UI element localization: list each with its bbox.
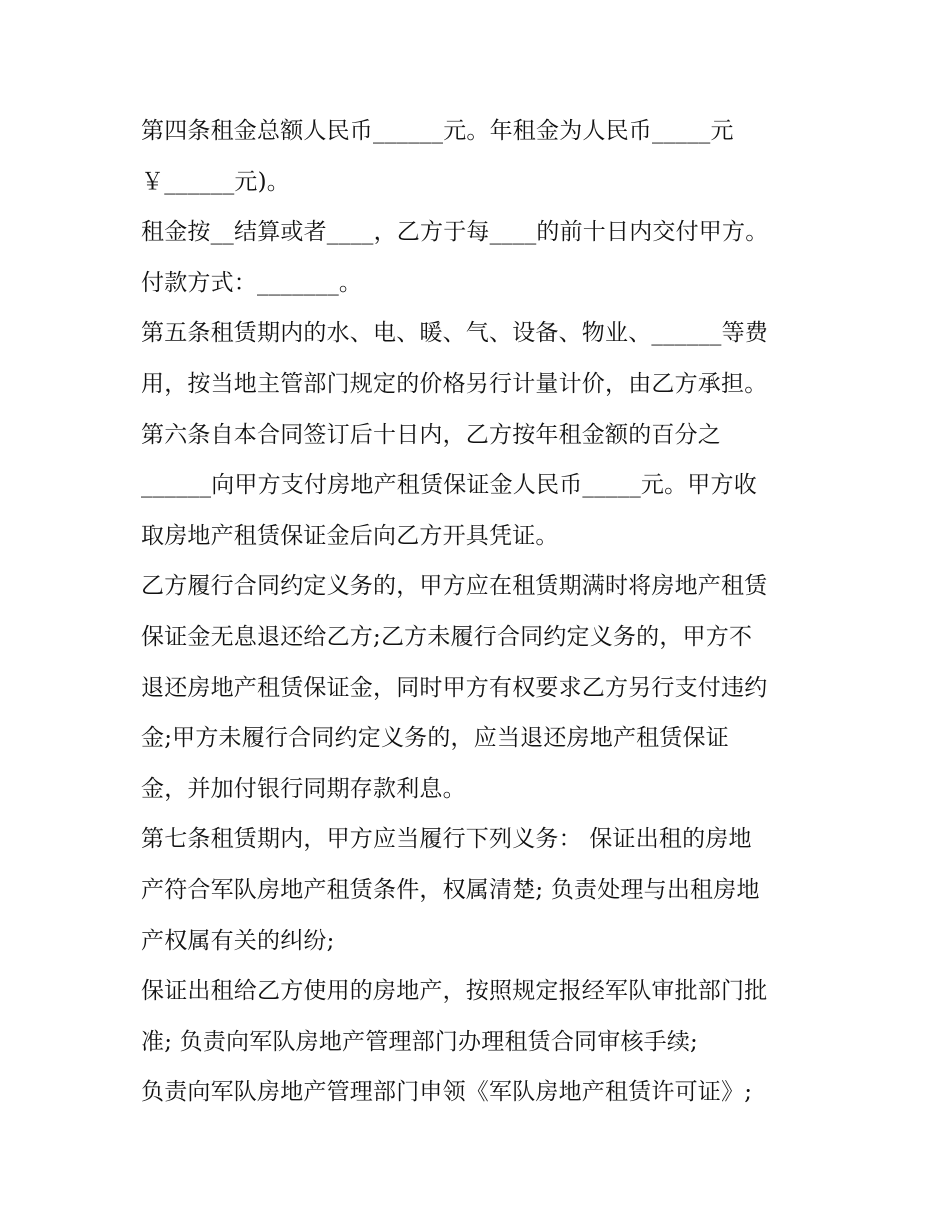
text-line: 用，按当地主管部门规定的价格另行计量计价，由乙方承担。	[141, 370, 768, 397]
text-line: 取房地产租赁保证金后向乙方开具凭证。	[141, 522, 559, 549]
text-line: 付款方式：_______。	[141, 269, 363, 296]
text-line: ______向甲方支付房地产租赁保证金人民币_____元。甲方收	[141, 472, 757, 499]
text-line: 第五条租赁期内的水、电、暖、气、设备、物业、______等费	[141, 320, 768, 347]
text-line: 保证出租给乙方使用的房地产，按照规定报经军队审批部门批	[141, 978, 768, 1005]
text-line: 第六条自本合同签订后十日内，乙方按年租金额的百分之	[141, 421, 721, 448]
text-line: 保证金无息退还给乙方;乙方未履行合同约定义务的，甲方不	[141, 623, 753, 650]
text-line: ￥______元)。	[141, 168, 290, 195]
text-line: 产权属有关的纠纷;	[141, 927, 335, 954]
contract-text	[141, 110, 841, 1122]
text-line: 退还房地产租赁保证金，同时甲方有权要求乙方另行支付违约	[141, 674, 768, 701]
text-line: 租金按__结算或者____，乙方于每____的前十日内交付甲方。	[141, 219, 769, 246]
text-line: 产符合军队房地产租赁条件，权属清楚; 负责处理与出租房地	[141, 876, 760, 903]
text-line: 金，并加付银行同期存款利息。	[141, 775, 466, 802]
text-line: 第四条租金总额人民币______元。年租金为人民币_____元	[141, 118, 734, 144]
text-line: 负责向军队房地产管理部门申领《军队房地产租赁许可证》;	[141, 1079, 753, 1106]
text-line: 准; 负责向军队房地产管理部门办理租赁合同审核手续;	[141, 1028, 699, 1055]
text-line: 金;甲方未履行合同约定义务的，应当退还房地产租赁保证	[141, 725, 729, 752]
text-line: 第七条租赁期内，甲方应当履行下列义务： 保证出租的房地	[141, 826, 752, 853]
text-line: 乙方履行合同约定义务的，甲方应在租赁期满时将房地产租赁	[141, 573, 768, 600]
